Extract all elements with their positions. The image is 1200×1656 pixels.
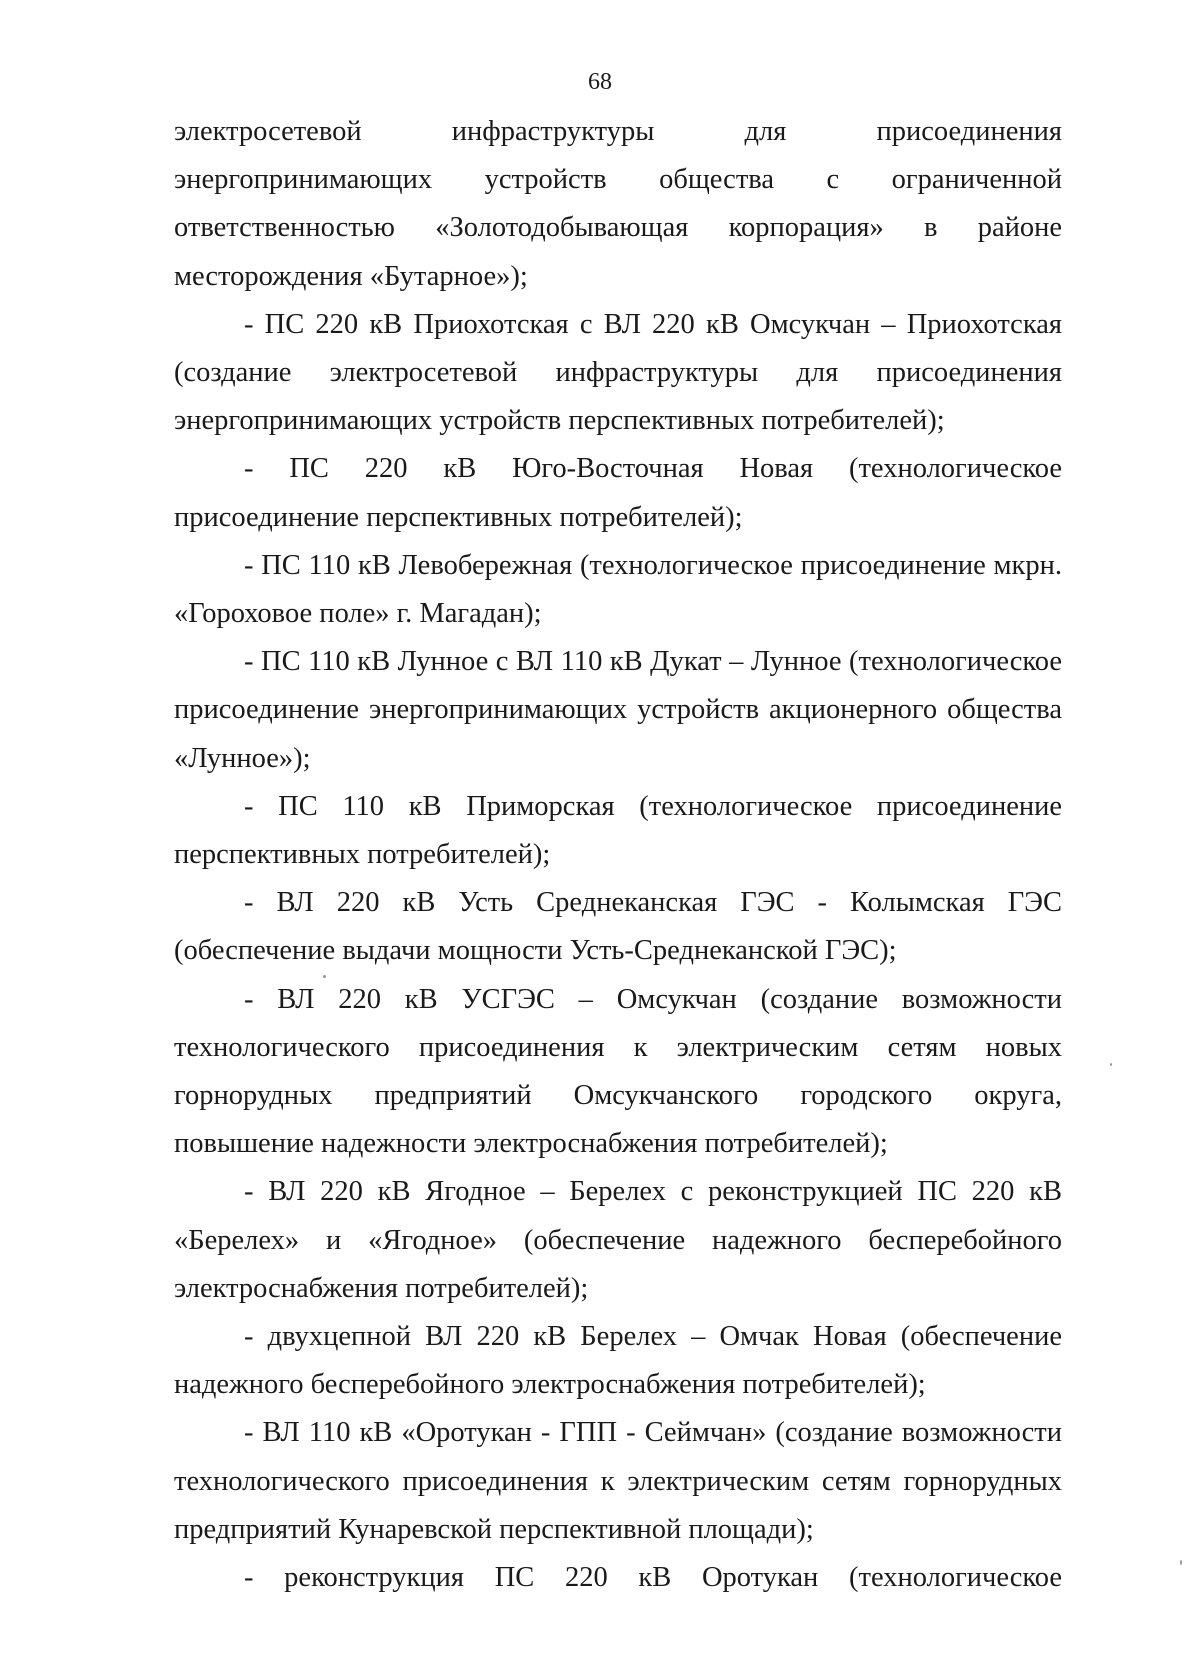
- paragraph-continuation: электросетевой инфраструктуры для присоединения энергопринимающих устройств общества с ограниченной ответственностью «Золотодобывающая корпорация» в районе месторождения «Бутарное»);: [174, 116, 1062, 292]
- page-number: 68: [588, 69, 612, 95]
- list-item: - ПС 110 кВ Левобережная (технологическое присоединение мкрн. «Гороховое поле» г. Магадан);: [174, 549, 1062, 630]
- list-item: - ВЛ 220 кВ Ягодное – Берелех с реконструкцией ПС 220 кВ «Берелех» и «Ягодное» (обеспечение надежного бесперебойного электроснабжения потребителей);: [174, 1176, 1062, 1304]
- list-item: - ПС 220 кВ Приохотская с ВЛ 220 кВ Омсукчан – Приохотская (создание электросетевой инфраструктуры для присоединения энергопринимающих устройств перспективных потребителей);: [174, 308, 1062, 437]
- list-item: - ВЛ 110 кВ «Оротукан - ГПП - Сеймчан» (создание возможности технологического присоединения к электрическим сетям горнорудных предприятий Кунаревской перспективной площади);: [174, 1417, 1062, 1545]
- scan-speck: [323, 975, 326, 978]
- list-item: - двухцепной ВЛ 220 кВ Берелех – Омчак Новая (обеспечение надежного бесперебойного электроснабжения потребителей);: [174, 1321, 1062, 1401]
- list-item: - ПС 110 кВ Лунное с ВЛ 110 кВ Дукат – Лунное (технологическое присоединение энергопринимающих устройств акционерного общества «Лунное»);: [174, 646, 1062, 774]
- list-item: - ВЛ 220 кВ Усть Среднеканская ГЭС - Колымская ГЭС (обеспечение выдачи мощности Усть-Среднеканской ГЭС);: [174, 887, 1062, 967]
- list-item: - реконструкция ПС 220 кВ Оротукан (технологическое: [244, 1562, 1062, 1594]
- scan-speck: [1180, 1560, 1182, 1565]
- list-item: - ВЛ 220 кВ УСГЭС – Омсукчан (создание возможности технологического присоединения к электрическим сетям новых горнорудных предприятий Омсукчанского городского округа, повышение надежности электроснабжения потребителей);: [174, 983, 1062, 1160]
- document-body: [174, 108, 1062, 1602]
- list-item: - ПС 110 кВ Приморская (технологическое присоединение перспективных потребителей);: [174, 790, 1062, 871]
- scan-speck: [1110, 1063, 1112, 1066]
- list-item: - ПС 220 кВ Юго-Восточная Новая (технологическое присоединение перспективных потребителей);: [174, 453, 1062, 533]
